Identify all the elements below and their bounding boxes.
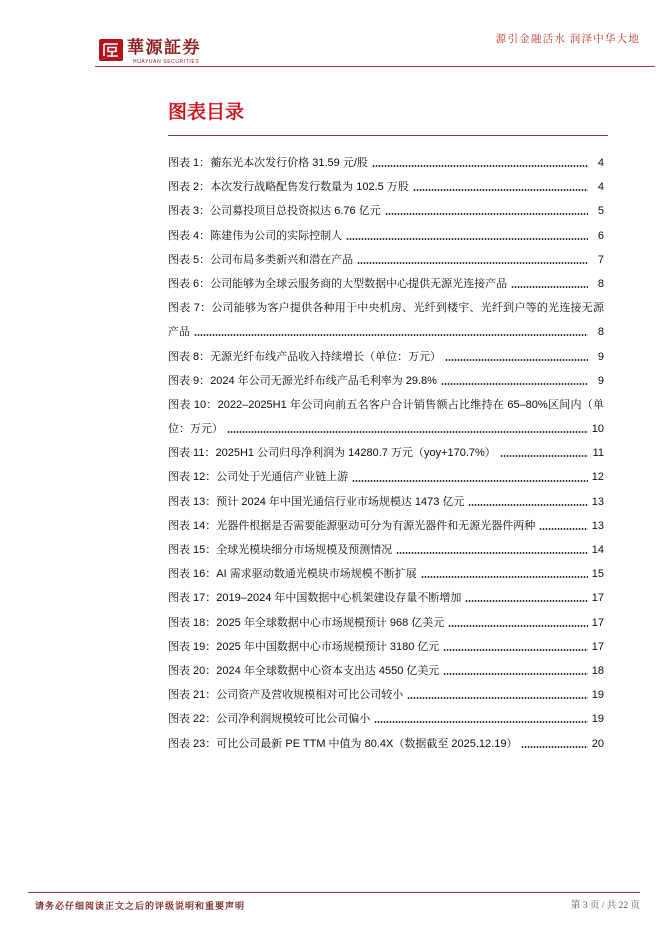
company-logo (99, 37, 211, 67)
toc-entry-title: 2024 年公司无源光纤布线产品毛利率为 29.8% (210, 374, 437, 387)
toc-entry-title: 2025 年中国数据中心市场规模预计 3180 亿元 (216, 640, 440, 653)
toc-entry-label: 图表 20： (168, 664, 217, 677)
toc-leader-dots (443, 673, 587, 675)
page-title: 图表目录 (168, 102, 245, 123)
toc-entry-7-continued[interactable] (168, 320, 604, 344)
toc-entry-page: 17 (591, 592, 604, 605)
toc-entry-label: 图表 6： (168, 277, 211, 290)
toc-entry-title: 公司募投项目总投资拟达 6.76 亿元 (210, 205, 381, 218)
toc-entry-7[interactable] (168, 296, 604, 320)
toc-entry-label: 图表 17： (168, 592, 217, 605)
toc-entry-5[interactable] (168, 248, 604, 272)
toc-entry-title: 公司布局多类新兴和潜在产品 (210, 253, 354, 266)
toc-entry-page: 6 (597, 229, 604, 242)
page-number: 第 3 页 / 共 22 页 (570, 901, 640, 911)
toc-entry-label: 图表 1： (168, 157, 211, 169)
toc-entry-label: 图表 8： (168, 350, 211, 363)
toc-entry-19[interactable] (168, 635, 604, 659)
toc-entry-title: 公司处于光通信产业链上游 (216, 471, 349, 484)
toc-leader-dots (441, 383, 588, 385)
toc-leader-dots (352, 480, 587, 482)
toc-entry-page: 19 (591, 713, 604, 726)
toc-entry-6[interactable] (168, 272, 604, 296)
toc-leader-dots (227, 431, 588, 433)
toc-entry-page: 15 (591, 568, 604, 581)
toc-leader-dots (511, 286, 588, 288)
toc-entry-label: 图表 14： (168, 519, 217, 532)
toc-entry-21[interactable] (168, 683, 604, 707)
toc-entry-title: 无源光纤布线产品收入持续增长（单位：万元） (210, 350, 442, 363)
toc-entry-page: 8 (597, 277, 604, 290)
toc-entry-page: 20 (591, 737, 604, 750)
toc-entry-11[interactable] (168, 441, 604, 465)
toc-leader-dots (385, 213, 588, 215)
toc-leader-dots (357, 262, 588, 264)
toc-entry-title: 2024 年全球数据中心资本支出达 4550 亿美元 (216, 664, 440, 677)
toc-leader-dots (421, 576, 588, 578)
toc-entry-label: 图表 16： (168, 568, 217, 581)
toc-entry-23[interactable] (168, 732, 604, 756)
toc-leader-dots (396, 552, 587, 554)
toc-entry-page: 12 (591, 471, 604, 484)
logo-subtext: HUAYUAN SECURITIES (133, 59, 200, 65)
toc-leader-dots (372, 165, 588, 167)
toc-entry-title: 光器件根据是否需要能源驱动可分为有源光器件和无源光器件两种 (216, 519, 536, 532)
toc-entry-18[interactable] (168, 611, 604, 635)
toc-entry-page: 18 (591, 664, 604, 677)
toc-leader-dots (539, 528, 587, 530)
toc-entry-1[interactable] (168, 151, 604, 175)
toc-entry-2[interactable] (168, 175, 604, 199)
toc-entry-label: 图表 9： (168, 374, 211, 387)
toc-entry-title-wrap: 产品 (168, 326, 190, 339)
toc-leader-dots (445, 359, 588, 361)
toc-entry-page: 4 (597, 157, 604, 169)
toc-entry-label: 图表 7： (168, 302, 212, 315)
toc-entry-17[interactable] (168, 586, 604, 610)
toc-leader-dots (413, 189, 588, 191)
toc-entry-label: 图表 2： (168, 181, 211, 194)
toc-entry-label: 图表 5： (168, 253, 211, 266)
toc-entry-9[interactable] (168, 369, 604, 393)
toc-entry-12[interactable] (168, 465, 604, 489)
toc-entry-label: 图表 10： (168, 398, 218, 411)
toc-entry-page: 17 (591, 616, 604, 629)
toc-entry-title: AI 需求驱动数通光模块市场规模不断扩展 (216, 568, 417, 581)
toc-entry-title: 陈建伟为公司的实际控制人 (210, 229, 343, 242)
footer-disclaimer: 请务必仔细阅读正文之后的评级说明和重要声明 (35, 901, 246, 911)
toc-entry-title: 蘅东光本次发行价格 31.59 元/股 (210, 157, 368, 169)
toc-entry-label: 图表 22： (168, 713, 217, 726)
toc-entry-page: 11 (592, 447, 604, 460)
logo-seal-icon (99, 39, 123, 61)
toc-entry-title: 全球光模块细分市场规模及预测情况 (216, 544, 393, 556)
toc-leader-dots (448, 625, 587, 627)
toc-entry-8[interactable] (168, 345, 604, 369)
toc-entry-label: 图表 23： (168, 737, 217, 750)
toc-entry-14[interactable] (168, 514, 604, 538)
toc-entry-page: 8 (597, 326, 604, 339)
toc-entry-label: 图表 4： (168, 229, 211, 242)
toc-entry-10-continued[interactable] (168, 417, 604, 441)
toc-entry-page: 5 (597, 205, 604, 218)
header-slogan: 源引金融活水 润泽中华大地 (495, 34, 640, 45)
toc-entry-label: 图表 13： (168, 495, 217, 508)
toc-entry-page: 9 (597, 374, 604, 387)
toc-entry-title: 公司净利润规模较可比公司偏小 (216, 713, 371, 726)
toc-leader-dots (468, 504, 587, 506)
toc-leader-dots (407, 697, 587, 699)
toc-entry-title: 可比公司最新 PE TTM 中值为 80.4X（数据截至 2025.12.19） (216, 737, 518, 750)
toc-entry-page: 19 (591, 689, 604, 702)
toc-leader-dots (374, 721, 587, 723)
toc-entry-page: 17 (591, 640, 604, 653)
toc-entry-3[interactable] (168, 199, 604, 223)
toc-entry-13[interactable] (168, 490, 604, 514)
figure-toc-list (168, 151, 604, 756)
toc-leader-dots (521, 746, 587, 748)
header-divider (95, 66, 655, 67)
toc-leader-dots (443, 649, 587, 651)
toc-entry-title: 2025H1 公司归母净利润为 14280.7 万元（yoy+170.7%） (215, 447, 496, 460)
toc-leader-dots (346, 238, 588, 240)
toc-entry-label: 图表 21： (168, 689, 217, 702)
toc-entry-page: 13 (591, 495, 604, 508)
toc-entry-title: 2025 年全球数据中心市场规模预计 968 亿美元 (216, 616, 445, 629)
toc-entry-page: 10 (591, 423, 604, 436)
toc-entry-10[interactable] (168, 393, 604, 417)
toc-entry-page: 4 (597, 181, 604, 194)
toc-entry-label: 图表 15： (168, 544, 217, 556)
toc-entry-label: 图表 12： (168, 471, 217, 484)
toc-leader-dots (194, 334, 588, 336)
toc-entry-22[interactable] (168, 707, 604, 731)
toc-entry-page: 7 (597, 253, 604, 266)
toc-entry-label: 图表 11： (168, 447, 216, 460)
toc-entry-16[interactable] (168, 562, 604, 586)
toc-entry-title-wrap: 位：万元） (168, 423, 223, 436)
toc-entry-page: 9 (597, 350, 604, 363)
toc-entry-title: 预计 2024 年中国光通信行业市场规模达 1473 亿元 (216, 495, 465, 508)
toc-entry-title: 公司能够为全球云服务商的大型数据中心提供无源光连接产品 (210, 277, 508, 290)
toc-leader-dots (465, 600, 587, 602)
toc-entry-page: 13 (591, 519, 604, 532)
logo-text: 華源証券 (127, 38, 201, 57)
toc-entry-4[interactable] (168, 224, 604, 248)
title-divider (168, 135, 608, 136)
toc-entry-title: 公司能够为客户提供各种用于中央机房、光纤到楼宇、光纤到户等的光连接无源 (211, 302, 604, 315)
toc-entry-page: 14 (591, 544, 604, 556)
toc-leader-dots (500, 455, 588, 457)
toc-entry-15[interactable] (168, 538, 604, 562)
toc-entry-title: 本次发行战略配售发行数量为 102.5 万股 (210, 181, 409, 194)
toc-entry-label: 图表 3： (168, 205, 211, 218)
toc-entry-title: 2022–2025H1 年公司向前五名客户合计销售额占比维持在 65–80%区间内（单 (217, 398, 604, 411)
toc-entry-label: 图表 18： (168, 616, 217, 629)
toc-entry-20[interactable] (168, 659, 604, 683)
footer-divider (28, 892, 640, 893)
toc-entry-title: 2019–2024 年中国数据中心机架建设存量不断增加 (216, 592, 462, 605)
toc-entry-label: 图表 19： (168, 640, 217, 653)
toc-entry-title: 公司资产及营收规模相对可比公司较小 (216, 689, 404, 702)
